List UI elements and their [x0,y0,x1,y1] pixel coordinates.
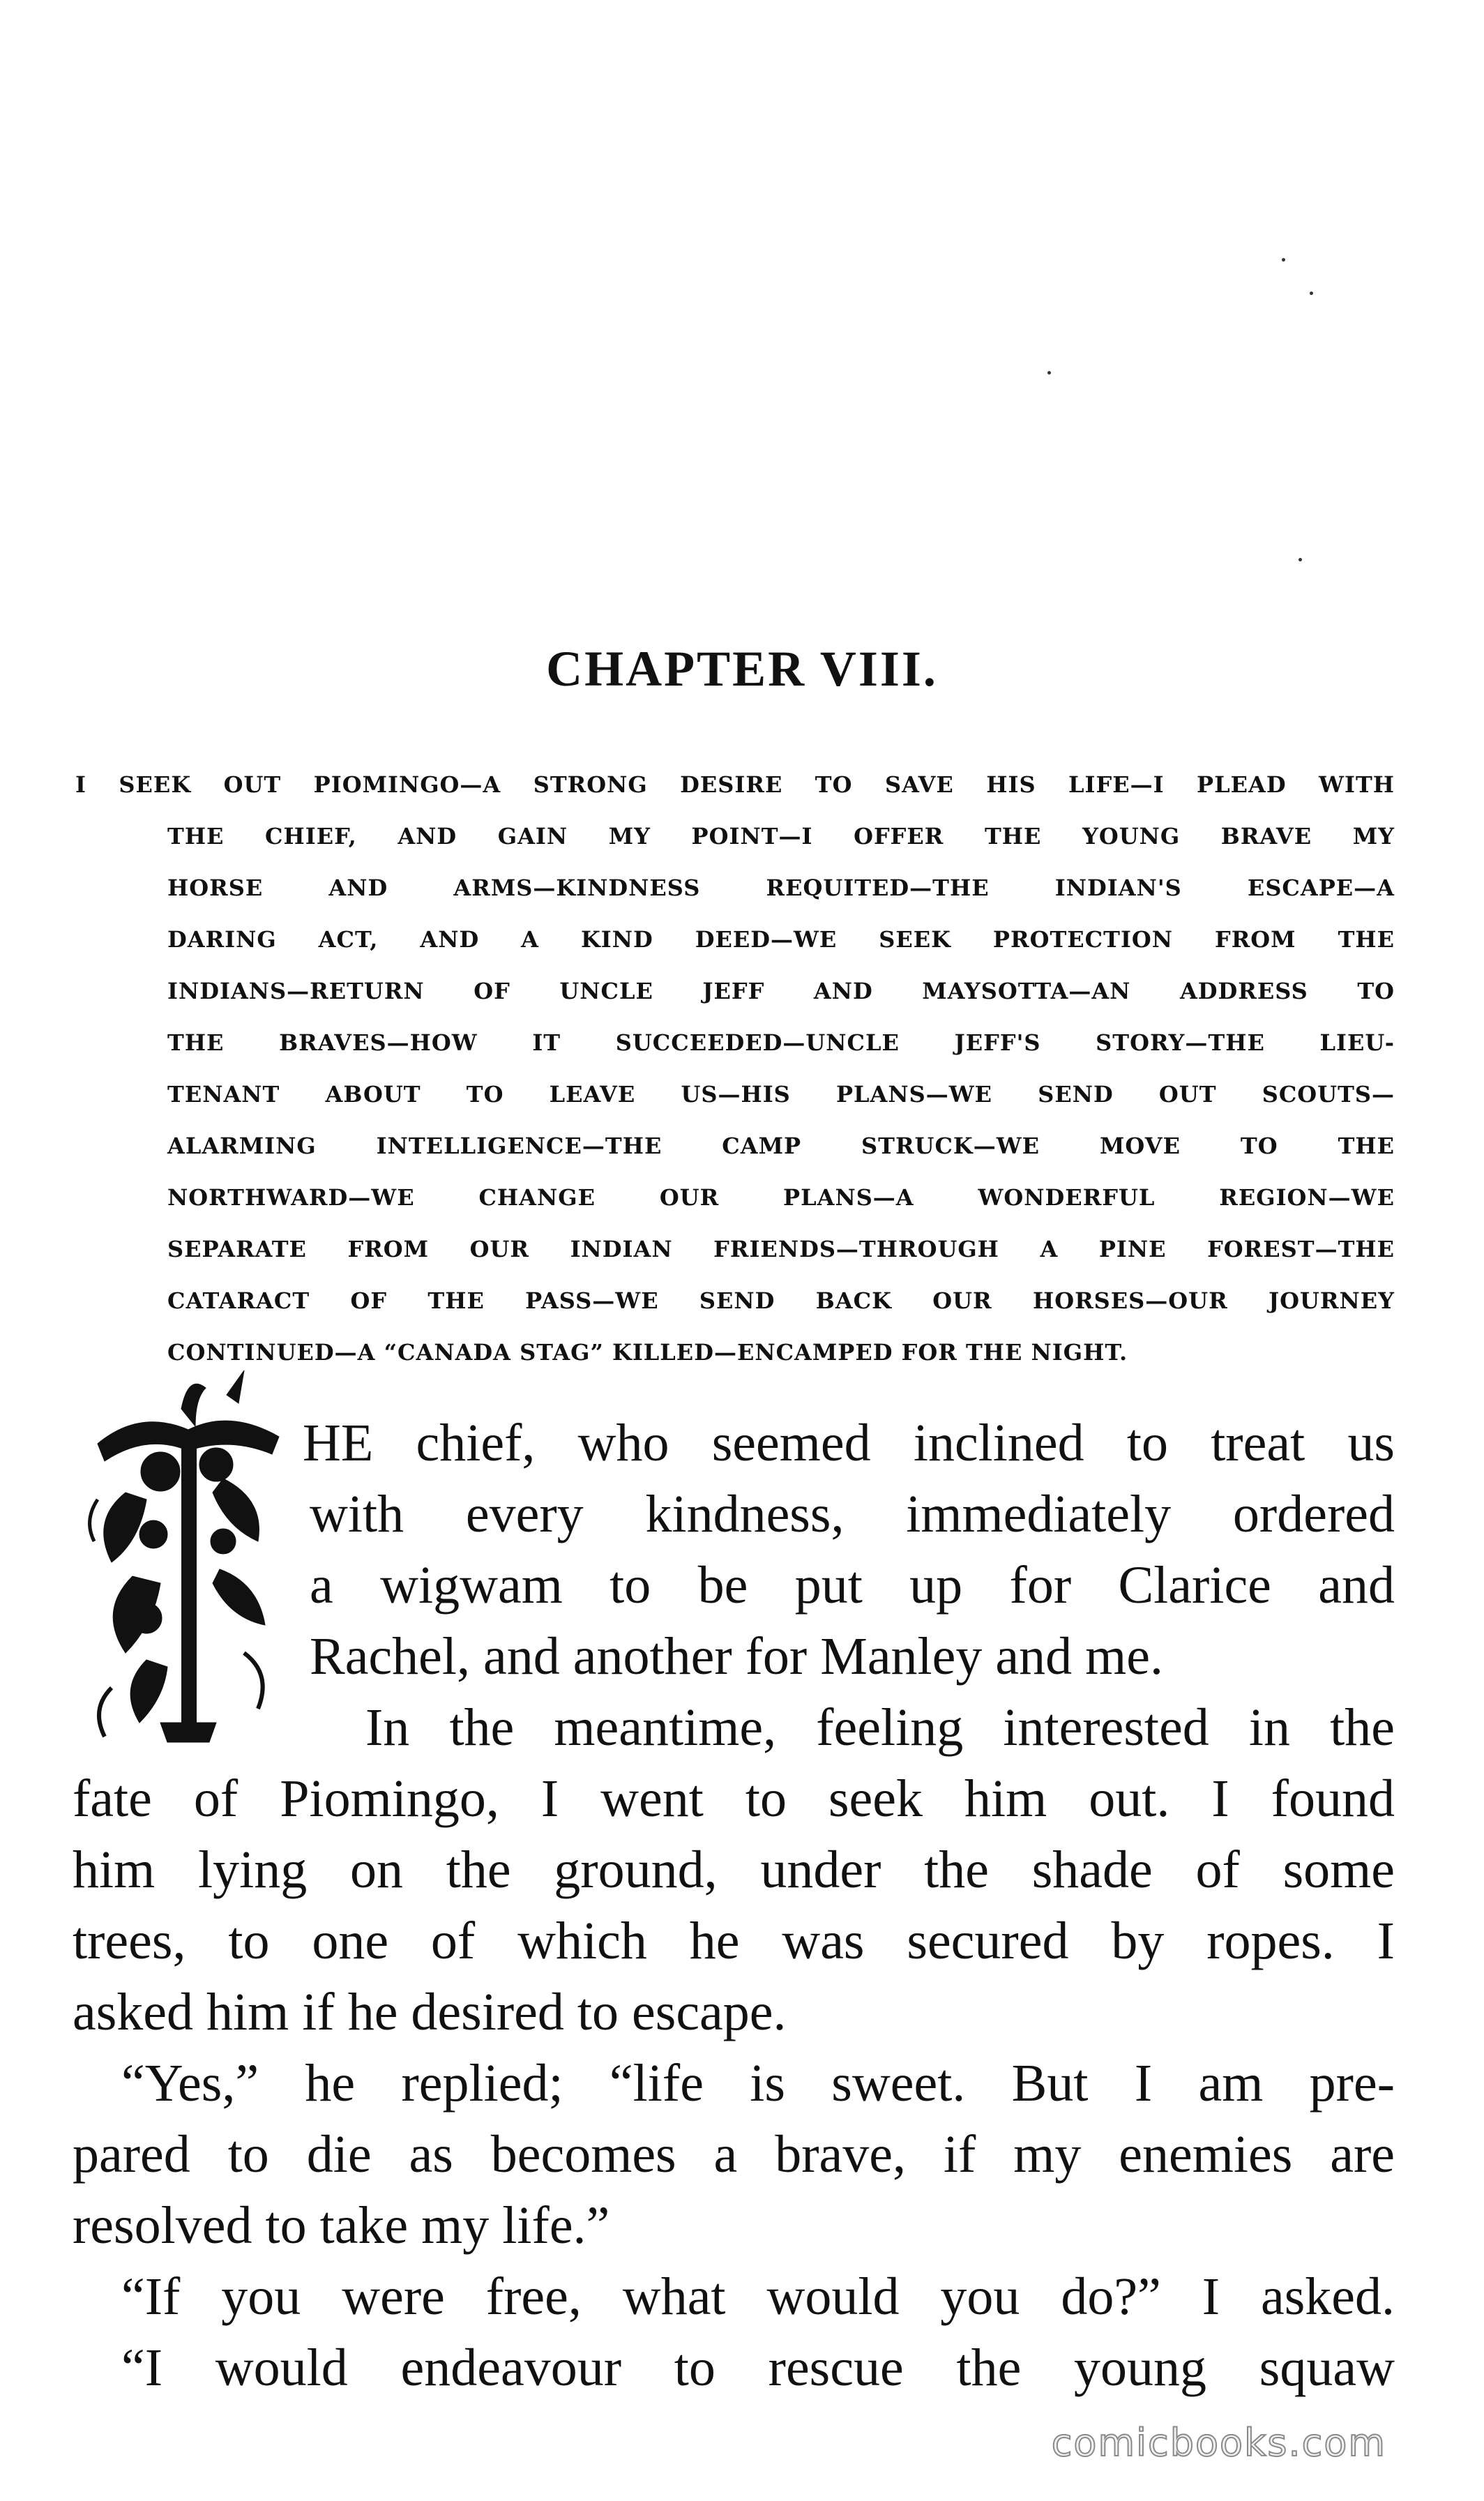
synopsis-line: HORSE AND ARMS—KINDNESS REQUITED—THE INDIAN'S ESCAPE—A [167,875,1395,901]
text-line: pared to die as becomes a brave, if my enemies are [73,2125,1395,2184]
chapter-title: CHAPTER VIII. [546,641,938,697]
synopsis-line: NORTHWARD—WE CHANGE OUR PLANS—A WONDERFUL REGION—WE [167,1184,1395,1211]
synopsis-line: CATARACT OF THE PASS—WE SEND BACK OUR HORSES—OUR JOURNEY [167,1287,1395,1314]
scan-speck [1298,558,1302,561]
text-line: asked him if he desired to escape. [73,1983,787,2041]
text-line: him lying on the ground, under the shade of some [73,1841,1395,1899]
text-line: In the meantime, feeling interested in the [365,1698,1395,1757]
synopsis-line: DARING ACT, AND A KIND DEED—WE SEEK PROTECTION FROM THE [167,926,1395,953]
text-line: “If you were free, what would you do?” I asked. [121,2267,1395,2326]
synopsis-line: SEPARATE FROM OUR INDIAN FRIENDS—THROUGH A PINE FOREST—THE [167,1236,1395,1262]
text-line: with every kindness, immediately ordered [310,1485,1395,1543]
text-line: HE chief, who seemed inclined to treat us [73,1407,1395,1479]
chapter-synopsis [75,759,1395,1378]
synopsis-line: CONTINUED—A “CANADA STAG” KILLED—ENCAMPED FOR THE NIGHT. [167,1339,1128,1366]
synopsis-line: I SEEK OUT PIOMINGO—A STRONG DESIRE TO SAVE HIS LIFE—I PLEAD WITH [75,771,1395,798]
text-line: fate of Piomingo, I went to seek him out. I found [73,1769,1395,1828]
synopsis-line: THE CHIEF, AND GAIN MY POINT—I OFFER THE YOUNG BRAVE MY [167,823,1395,849]
text-line: “I would endeavour to rescue the young squaw [121,2338,1395,2397]
synopsis-line: THE BRAVES—HOW IT SUCCEEDED—UNCLE JEFF'S STORY—THE LIEU- [167,1029,1395,1056]
synopsis-line: INDIANS—RETURN OF UNCLE JEFF AND MAYSOTTA—AN ADDRESS TO [167,978,1395,1004]
watermark: comicbooks.com [1051,2421,1386,2465]
synopsis-line: ALARMING INTELLIGENCE—THE CAMP STRUCK—WE MOVE TO THE [167,1133,1395,1159]
synopsis-line: TENANT ABOUT TO LEAVE US—HIS PLANS—WE SEND OUT SCOUTS— [167,1081,1395,1108]
scan-speck [1310,292,1313,295]
text-line: Rachel, and another for Manley and me. [310,1627,1163,1686]
text-line: “Yes,” he replied; “life is sweet. But I am pre- [121,2054,1395,2113]
body-text [73,1407,1395,2403]
text-line: resolved to take my life.” [73,2196,610,2255]
scan-speck [1282,258,1285,262]
text-line: trees, to one of which he was secured by ropes. I [73,1912,1395,1970]
drop-cap-letter [303,1407,335,1479]
scan-speck [1047,371,1051,375]
text-line: a wigwam to be put up for Clarice and [310,1556,1395,1615]
